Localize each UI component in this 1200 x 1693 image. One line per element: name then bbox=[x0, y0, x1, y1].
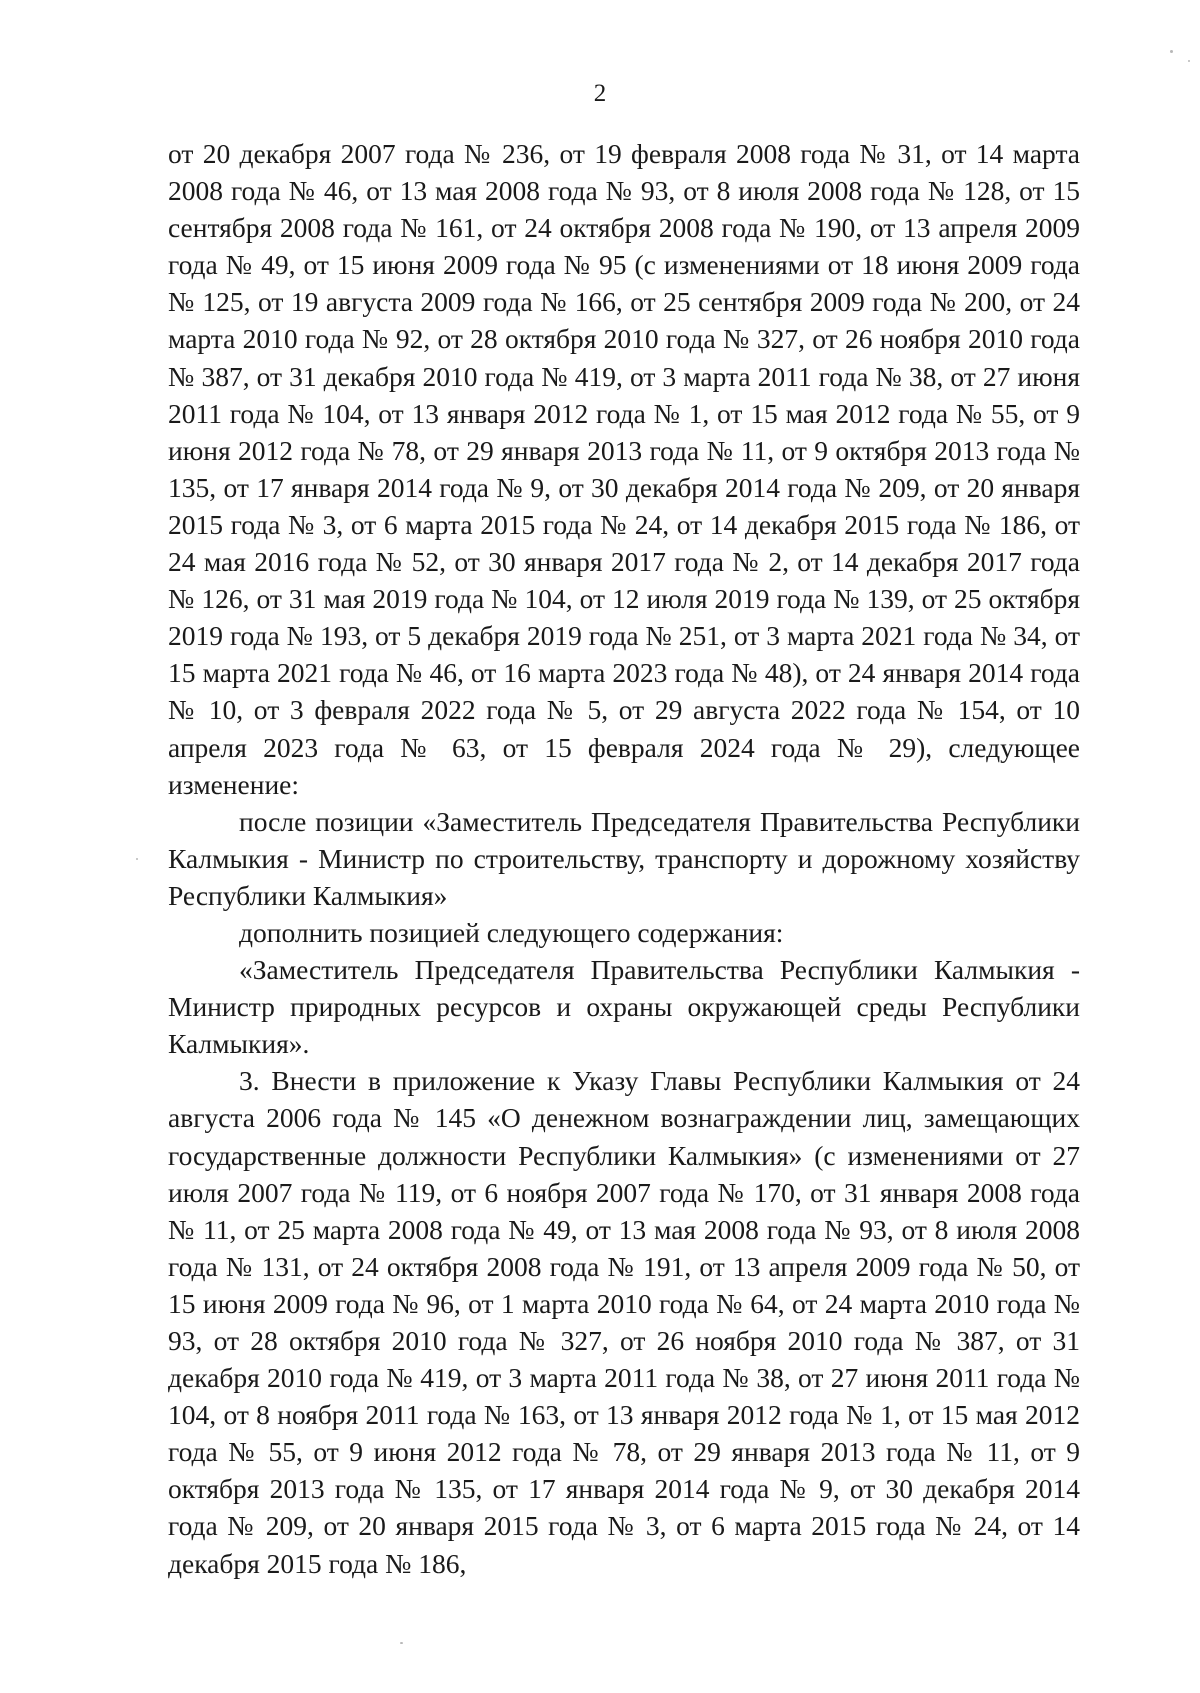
scan-speck bbox=[1188, 60, 1190, 62]
paragraph-amendment-list: от 20 декабря 2007 года № 236, от 19 февраля 2008 года № 31, от 14 марта 2008 года № 46, от 13 мая 2008 года № 93, от 8 июля 2008 года № 128, от 15 сентября 2008 года № 161, от 24 октября 2008 года № 190, от 13 апреля 2009 года № 49, от 15 июня 2009 года № 95 (с изменениями от 18 июня 2009 года № 125, от 19 августа 2009 года № 166, от 25 сентября 2009 года № 200, от 24 марта 2010 года № 92, от 28 октября 2010 года № 327, от 26 ноября 2010 года № 387, от 31 декабря 2010 года № 419, от 3 марта 2011 года № 38, от 27 июня 2011 года № 104, от 13 января 2012 года № 1, от 15 мая 2012 года № 55, от 9 июня 2012 года № 78, от 29 января 2013 года № 11, от 9 октября 2013 года № 135, от 17 января 2014 года № 9, от 30 декабря 2014 года № 209, от 20 января 2015 года № 3, от 6 марта 2015 года № 24, от 14 декабря 2015 года № 186, от 24 мая 2016 года № 52, от 30 января 2017 года № 2, от 14 декабря 2017 года № 126, от 31 мая 2019 года № 104, от 12 июля 2019 года № 139, от 25 октября 2019 года № 193, от 5 декабря 2019 года № 251, от 3 марта 2021 года № 34, от 15 марта 2021 года № 46, от 16 марта 2023 года № 48), от 24 января 2014 года № 10, от 3 февраля 2022 года № 5, от 29 августа 2022 года № 154, от 10 апреля 2023 года № 63, от 15 февраля 2024 года № 29), следующее изменение: bbox=[168, 138, 1080, 800]
scan-speck bbox=[136, 858, 138, 860]
paragraph-supplement: дополнить позицией следующего содержания: bbox=[239, 916, 784, 948]
scan-speck bbox=[400, 1642, 403, 1644]
document-body bbox=[168, 135, 1080, 1582]
paragraph-new-position: «Заместитель Председателя Правительства Республики Калмыкия - Министр природных ресурсов и охраны окружающей среды Республики Калмыкия». bbox=[168, 954, 1080, 1060]
paragraph-after-position: после позиции «Заместитель Председателя Правительства Республики Калмыкия - Министр по строительству, транспорту и дорожному хозяйству Республики Калмыкия» bbox=[168, 805, 1080, 911]
paragraph-item-3: 3. Внести в приложение к Указу Главы Республики Калмыкия от 24 августа 2006 года № 145 «О денежном вознаграждении лиц, замещающих государственные должности Республики Калмыкия» (с изменениями от 27 июля 2007 года № 119, от 6 ноября 2007 года № 170, от 31 января 2008 года № 11, от 25 марта 2008 года № 49, от 13 мая 2008 года № 93, от 8 июля 2008 года № 131, от 24 октября 2008 года № 191, от 13 апреля 2009 года № 50, от 15 июня 2009 года № 96, от 1 марта 2010 года № 64, от 24 марта 2010 года № 93, от 28 октября 2010 года № 327, от 26 ноября 2010 года № 387, от 31 декабря 2010 года № 419, от 3 марта 2011 года № 38, от 27 июня 2011 года № 104, от 8 ноября 2011 года № 163, от 13 января 2012 года № 1, от 15 мая 2012 года № 55, от 9 июня 2012 года № 78, от 29 января 2013 года № 11, от 9 октября 2013 года № 135, от 17 января 2014 года № 9, от 30 декабря 2014 года № 209, от 20 января 2015 года № 3, от 6 марта 2015 года № 24, от 14 декабря 2015 года № 186, bbox=[168, 1065, 1080, 1579]
scan-speck bbox=[1170, 50, 1173, 53]
page-number: 2 bbox=[593, 80, 607, 107]
